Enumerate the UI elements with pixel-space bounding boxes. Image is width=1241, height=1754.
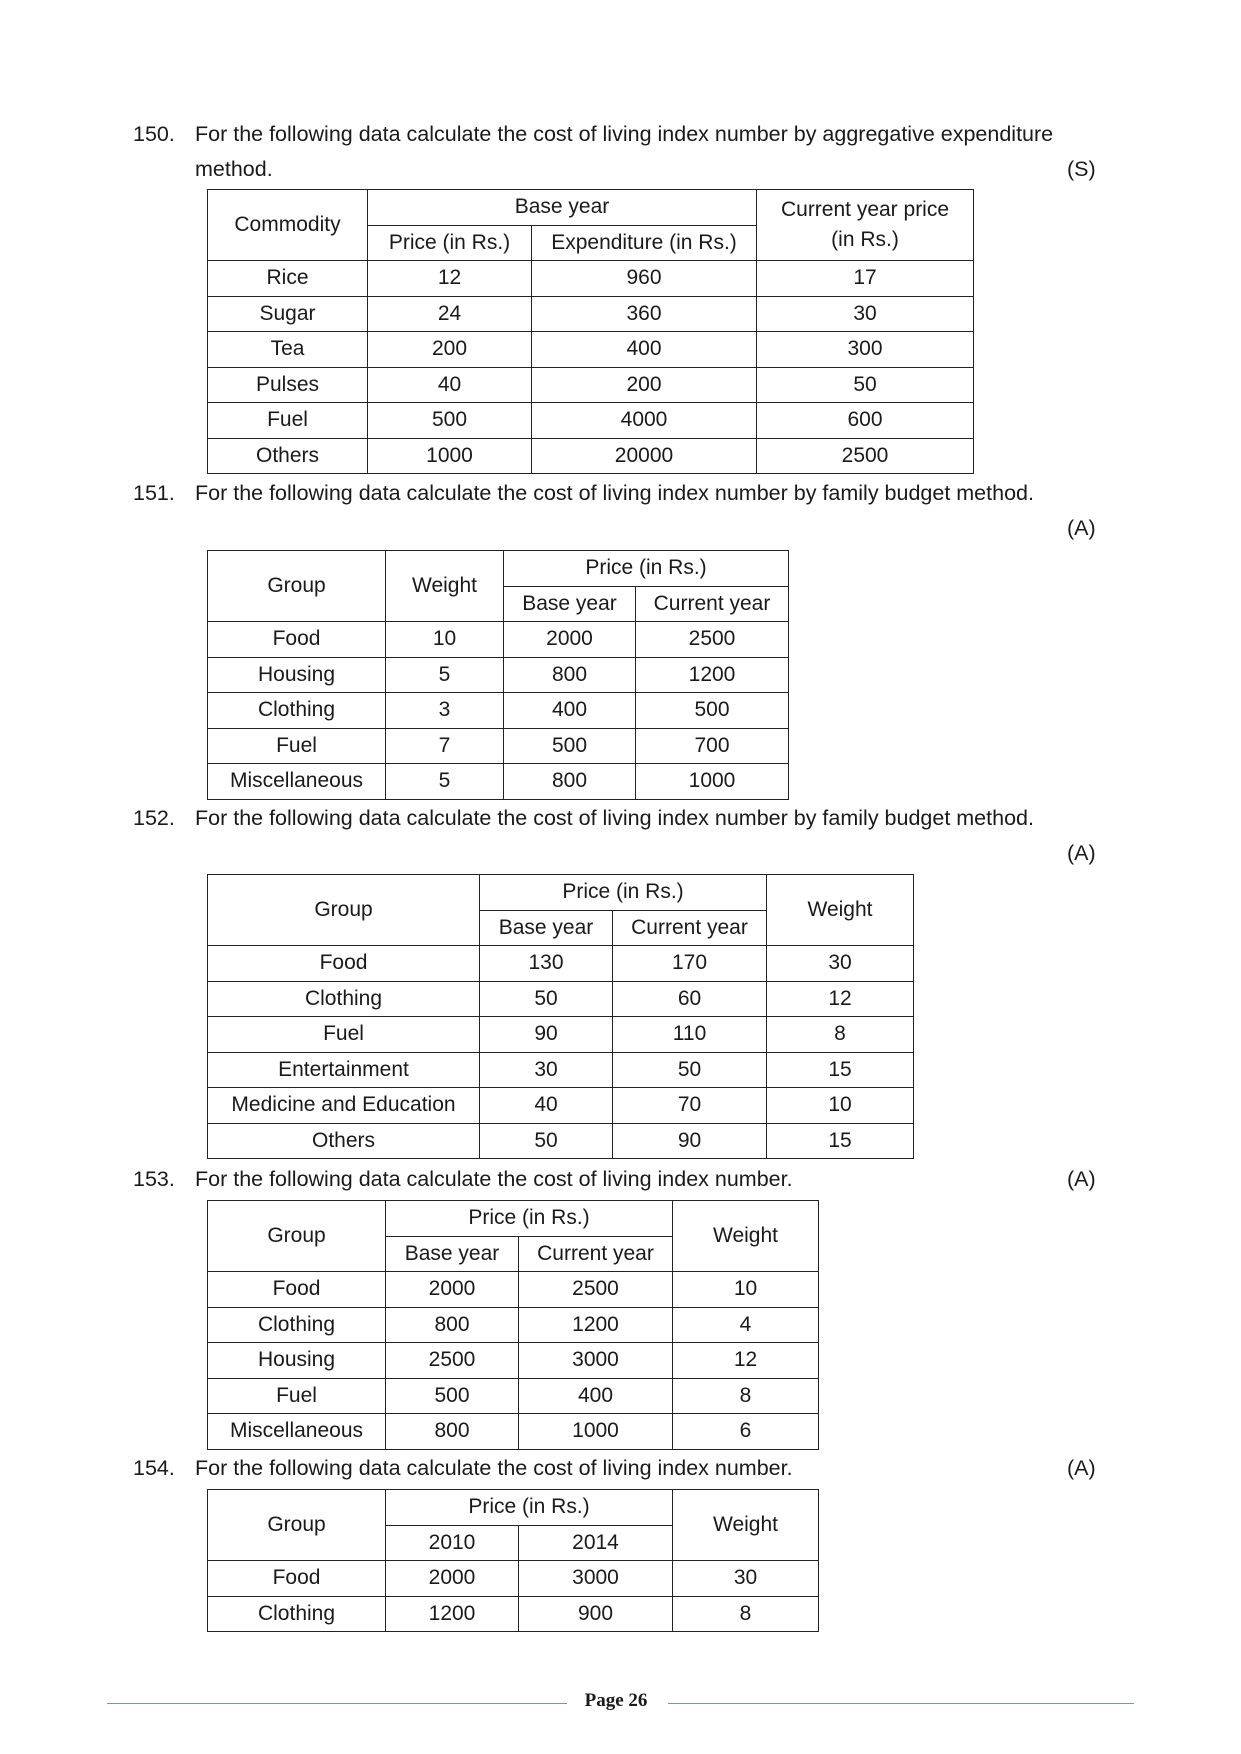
table-cell: 70 xyxy=(613,1088,767,1124)
table-cell: 30 xyxy=(673,1561,819,1597)
table-cell: 800 xyxy=(386,1414,519,1450)
header-weight: Weight xyxy=(673,1201,819,1272)
table-cell: 15 xyxy=(767,1052,914,1088)
table-cell: 50 xyxy=(480,1123,613,1159)
table-cell: 2000 xyxy=(504,622,636,658)
difficulty-tag: (A) xyxy=(1067,841,1096,865)
header-price: Price (in Rs.) xyxy=(504,551,789,587)
header-group: Group xyxy=(208,1490,386,1561)
table-row xyxy=(208,1414,819,1450)
table-cell: Miscellaneous xyxy=(208,1414,386,1450)
table-150 xyxy=(207,189,974,474)
table-cell: 4 xyxy=(673,1307,819,1343)
table-cell: 700 xyxy=(636,728,789,764)
table-cell: 170 xyxy=(613,946,767,982)
table-row xyxy=(208,1088,914,1124)
table-cell: 2000 xyxy=(386,1561,519,1597)
table-cell: 200 xyxy=(532,367,757,403)
table-cell: 2500 xyxy=(636,622,789,658)
header-weight: Weight xyxy=(386,551,504,622)
footer-rule-left xyxy=(107,1703,567,1704)
table-cell: Medicine and Education xyxy=(208,1088,480,1124)
question-number: 152. xyxy=(133,806,175,830)
difficulty-tag: (S) xyxy=(1067,157,1096,181)
table-row xyxy=(208,367,974,403)
table-cell: 2500 xyxy=(757,438,974,474)
header-group: Group xyxy=(208,551,386,622)
table-cell: Fuel xyxy=(208,403,368,439)
table-cell: Clothing xyxy=(208,1307,386,1343)
table-cell: 10 xyxy=(767,1088,914,1124)
table-cell: Clothing xyxy=(208,1596,386,1632)
table-row xyxy=(208,622,789,658)
table-151 xyxy=(207,550,789,800)
table-cell: 30 xyxy=(767,946,914,982)
question-text: For the following data calculate the cost of living index number by family budget method. xyxy=(195,806,1034,830)
table-cell: Housing xyxy=(208,657,386,693)
table-cell: 1200 xyxy=(519,1307,673,1343)
table-cell: 1000 xyxy=(519,1414,673,1450)
header-base-year: Base year xyxy=(480,910,613,946)
question-text-continued: method. xyxy=(195,157,273,181)
difficulty-tag: (A) xyxy=(1067,1167,1096,1191)
table-row xyxy=(208,261,974,297)
table-cell: 3000 xyxy=(519,1343,673,1379)
table-cell: 800 xyxy=(504,764,636,800)
table-row xyxy=(208,981,914,1017)
table-cell: 360 xyxy=(532,296,757,332)
table-cell: 50 xyxy=(613,1052,767,1088)
table-cell: 600 xyxy=(757,403,974,439)
header-base-year: Base year xyxy=(386,1236,519,1272)
table-row xyxy=(208,657,789,693)
header-price: Price (in Rs.) xyxy=(368,225,532,261)
table-row xyxy=(208,946,914,982)
question-text: For the following data calculate the cost of living index number by family budget method. xyxy=(195,481,1034,505)
table-154 xyxy=(207,1489,819,1632)
table-cell: Food xyxy=(208,1272,386,1308)
table-cell: 17 xyxy=(757,261,974,297)
header-current-year: Current year xyxy=(519,1236,673,1272)
table-cell: 50 xyxy=(757,367,974,403)
table-cell: 800 xyxy=(504,657,636,693)
table-cell: 40 xyxy=(368,367,532,403)
table-row xyxy=(208,1272,819,1308)
table-cell: Fuel xyxy=(208,1378,386,1414)
table-cell: Clothing xyxy=(208,981,480,1017)
table-cell: 8 xyxy=(673,1596,819,1632)
header-price: Price (in Rs.) xyxy=(386,1201,673,1237)
table-row xyxy=(208,1017,914,1053)
table-cell: Others xyxy=(208,1123,480,1159)
table-cell: 2000 xyxy=(386,1272,519,1308)
table-cell: 400 xyxy=(504,693,636,729)
table-cell: 500 xyxy=(386,1378,519,1414)
table-cell: 40 xyxy=(480,1088,613,1124)
question-number: 151. xyxy=(133,481,175,505)
table-cell: Fuel xyxy=(208,1017,480,1053)
table-row xyxy=(208,693,789,729)
table-cell: Sugar xyxy=(208,296,368,332)
table-cell: Clothing xyxy=(208,693,386,729)
table-cell: Food xyxy=(208,622,386,658)
header-year-2010: 2010 xyxy=(386,1525,519,1561)
question-text: For the following data calculate the cost of living index number by aggregative expenditure xyxy=(195,122,1054,146)
table-cell: 1000 xyxy=(636,764,789,800)
header-year-2014: 2014 xyxy=(519,1525,673,1561)
question-number: 154. xyxy=(133,1456,175,1480)
header-price: Price (in Rs.) xyxy=(386,1490,673,1526)
table-cell: 12 xyxy=(673,1343,819,1379)
table-152 xyxy=(207,874,914,1159)
header-current-year: Current year xyxy=(636,586,789,622)
table-cell: 960 xyxy=(532,261,757,297)
table-cell: 400 xyxy=(532,332,757,368)
table-cell: 110 xyxy=(613,1017,767,1053)
question-text: For the following data calculate the cost of living index number. xyxy=(195,1456,793,1480)
table-row xyxy=(208,1343,819,1379)
header-base-year: Base year xyxy=(368,190,757,226)
table-row xyxy=(208,1307,819,1343)
header-weight: Weight xyxy=(767,875,914,946)
page-number: Page 26 xyxy=(584,1690,648,1711)
footer-rule-right xyxy=(668,1703,1134,1704)
header-weight: Weight xyxy=(673,1490,819,1561)
table-row xyxy=(208,1123,914,1159)
table-cell: 8 xyxy=(673,1378,819,1414)
table-cell: 90 xyxy=(613,1123,767,1159)
table-cell: 30 xyxy=(757,296,974,332)
table-row xyxy=(208,438,974,474)
table-cell: 12 xyxy=(767,981,914,1017)
table-cell: Housing xyxy=(208,1343,386,1379)
table-cell: 10 xyxy=(386,622,504,658)
table-cell: 15 xyxy=(767,1123,914,1159)
table-cell: Entertainment xyxy=(208,1052,480,1088)
header-group: Group xyxy=(208,1201,386,1272)
table-cell: 500 xyxy=(504,728,636,764)
table-cell: 1200 xyxy=(386,1596,519,1632)
table-row xyxy=(208,728,789,764)
difficulty-tag: (A) xyxy=(1067,516,1096,540)
question-number: 150. xyxy=(133,122,175,146)
table-cell: 200 xyxy=(368,332,532,368)
table-cell: 300 xyxy=(757,332,974,368)
header-expenditure: Expenditure (in Rs.) xyxy=(532,225,757,261)
header-price: Price (in Rs.) xyxy=(480,875,767,911)
table-cell: 4000 xyxy=(532,403,757,439)
table-cell: Rice xyxy=(208,261,368,297)
table-cell: 24 xyxy=(368,296,532,332)
table-cell: 130 xyxy=(480,946,613,982)
question-number: 153. xyxy=(133,1167,175,1191)
table-cell: 900 xyxy=(519,1596,673,1632)
header-base-year: Base year xyxy=(504,586,636,622)
table-cell: 5 xyxy=(386,764,504,800)
header-commodity: Commodity xyxy=(208,190,368,261)
table-cell: 8 xyxy=(767,1017,914,1053)
table-cell: 500 xyxy=(368,403,532,439)
table-cell: 1000 xyxy=(368,438,532,474)
table-cell: 7 xyxy=(386,728,504,764)
table-153 xyxy=(207,1200,819,1450)
table-cell: Miscellaneous xyxy=(208,764,386,800)
table-cell: 800 xyxy=(386,1307,519,1343)
table-cell: 30 xyxy=(480,1052,613,1088)
table-cell: 60 xyxy=(613,981,767,1017)
table-cell: 2500 xyxy=(519,1272,673,1308)
header-current-year-price: Current year price (in Rs.) xyxy=(757,190,974,261)
table-cell: 90 xyxy=(480,1017,613,1053)
table-cell: Tea xyxy=(208,332,368,368)
table-cell: 400 xyxy=(519,1378,673,1414)
table-cell: Food xyxy=(208,1561,386,1597)
table-cell: 3000 xyxy=(519,1561,673,1597)
table-cell: 500 xyxy=(636,693,789,729)
table-row xyxy=(208,332,974,368)
table-cell: 2500 xyxy=(386,1343,519,1379)
header-group: Group xyxy=(208,875,480,946)
question-text: For the following data calculate the cost of living index number. xyxy=(195,1167,793,1191)
table-cell: 20000 xyxy=(532,438,757,474)
table-row xyxy=(208,1596,819,1632)
page-footer xyxy=(0,1688,1241,1718)
table-cell: Pulses xyxy=(208,367,368,403)
table-cell: Others xyxy=(208,438,368,474)
table-row xyxy=(208,1378,819,1414)
table-row xyxy=(208,764,789,800)
table-cell: 5 xyxy=(386,657,504,693)
table-cell: Food xyxy=(208,946,480,982)
table-cell: 1200 xyxy=(636,657,789,693)
table-row xyxy=(208,1561,819,1597)
difficulty-tag: (A) xyxy=(1067,1456,1096,1480)
table-row xyxy=(208,1052,914,1088)
table-row xyxy=(208,403,974,439)
table-cell: Fuel xyxy=(208,728,386,764)
header-current-year: Current year xyxy=(613,910,767,946)
table-cell: 6 xyxy=(673,1414,819,1450)
table-cell: 3 xyxy=(386,693,504,729)
table-cell: 12 xyxy=(368,261,532,297)
table-cell: 50 xyxy=(480,981,613,1017)
table-cell: 10 xyxy=(673,1272,819,1308)
table-row xyxy=(208,296,974,332)
